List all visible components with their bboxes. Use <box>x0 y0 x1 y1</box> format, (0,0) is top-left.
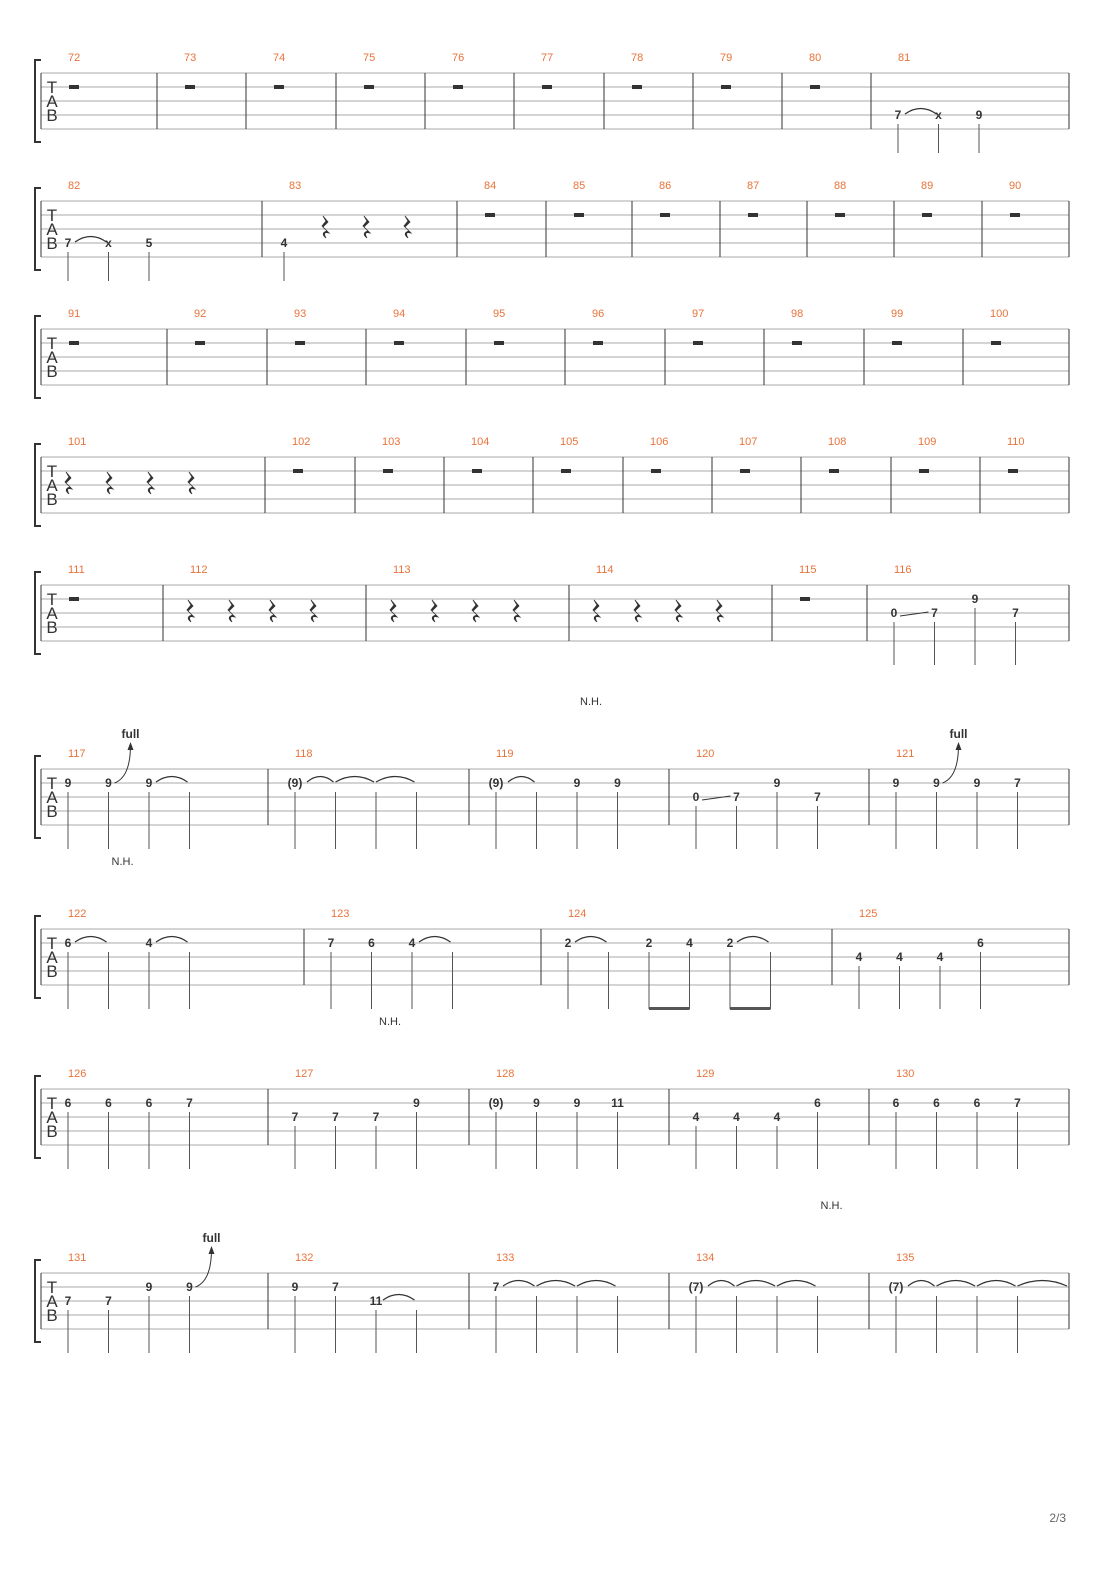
measure-number: 80 <box>809 52 822 64</box>
measure-number: 125 <box>859 908 878 920</box>
fret-number: 7 <box>1014 1096 1021 1110</box>
whole-rest <box>651 469 661 473</box>
measure-number: 126 <box>68 1068 87 1080</box>
whole-rest <box>1010 213 1020 217</box>
quarter-rest <box>513 600 520 622</box>
fret-number: 2 <box>645 936 653 950</box>
whole-rest <box>740 469 750 473</box>
bend-label: full <box>121 727 140 741</box>
bend-arrow <box>196 1249 212 1287</box>
tab-clef-letter: A <box>46 1108 58 1127</box>
fret-number: (9) <box>287 776 303 790</box>
fret-number: x <box>935 108 942 122</box>
tie-arc <box>503 1281 535 1287</box>
fret-number: 9 <box>413 1096 420 1110</box>
bend-arrow <box>943 745 959 783</box>
measure-number: 77 <box>541 52 554 64</box>
tab-clef-letter: T <box>46 774 58 793</box>
measure-number: 117 <box>68 748 86 760</box>
whole-rest <box>394 341 404 345</box>
whole-rest <box>810 85 820 89</box>
whole-rest <box>364 85 374 89</box>
whole-rest <box>561 469 571 473</box>
measure-number: 100 <box>990 308 1009 320</box>
tab-clef-letter: A <box>46 604 58 623</box>
tie-arc <box>419 937 451 943</box>
whole-rest <box>919 469 929 473</box>
measure-number: 113 <box>393 564 411 576</box>
measure-number: 128 <box>496 1068 515 1080</box>
measure-number: 95 <box>493 308 506 320</box>
whole-rest <box>835 213 845 217</box>
fret-number: 9 <box>533 1096 540 1110</box>
fret-number: 9 <box>971 592 979 606</box>
quarter-rest <box>269 600 276 622</box>
measure-number: 133 <box>496 1252 515 1264</box>
system-bracket <box>35 1260 41 1342</box>
tie-arc <box>376 777 415 783</box>
quarter-rest <box>675 600 682 622</box>
natural-harmonic-marker: N.H. <box>379 1016 401 1028</box>
fret-number: 6 <box>892 1096 900 1110</box>
tie-arc <box>977 1281 1016 1287</box>
tie-arc <box>156 937 188 943</box>
whole-rest <box>1008 469 1018 473</box>
tie-arc <box>905 109 937 115</box>
fret-number: 9 <box>105 776 112 790</box>
measure-number: 110 <box>1007 436 1025 448</box>
measure-number: 102 <box>292 436 311 448</box>
tab-clef-letter: B <box>46 1306 58 1325</box>
fret-number: 6 <box>64 936 72 950</box>
fret-number: 4 <box>145 936 153 950</box>
measure-number: 88 <box>834 180 847 192</box>
tab-clef-letter: A <box>46 1292 58 1311</box>
quarter-rest <box>65 472 72 494</box>
fret-number: 4 <box>686 936 693 950</box>
whole-rest <box>748 213 758 217</box>
tie-arc <box>307 777 334 783</box>
measure-number: 112 <box>190 564 208 576</box>
tie-arc <box>75 237 107 243</box>
fret-number: 7 <box>64 236 72 250</box>
whole-rest <box>69 85 79 89</box>
fret-number: 9 <box>614 776 621 790</box>
fret-number: 9 <box>145 776 153 790</box>
fret-number: 4 <box>733 1110 740 1124</box>
tab-clef-letter: B <box>46 962 58 981</box>
quarter-rest <box>187 600 194 622</box>
fret-number: 9 <box>186 1280 193 1294</box>
fret-number: 2 <box>564 936 572 950</box>
fret-number: 7 <box>64 1294 72 1308</box>
fret-number: 4 <box>692 1110 700 1124</box>
quarter-rest <box>106 472 113 494</box>
measure-number: 120 <box>696 748 715 760</box>
tab-clef-letter: A <box>46 476 58 495</box>
measure-number: 73 <box>184 52 197 64</box>
fret-number: (7) <box>888 1280 904 1294</box>
tab-clef-letter: B <box>46 1122 58 1141</box>
measure-number: 105 <box>560 436 579 448</box>
tab-clef-letter: A <box>46 92 58 111</box>
fret-number: 4 <box>936 950 944 964</box>
measure-number: 90 <box>1009 180 1022 192</box>
tab-clef-letter: T <box>46 462 58 481</box>
measure-number: 107 <box>739 436 758 448</box>
fret-number: 6 <box>933 1096 940 1110</box>
measure-number: 83 <box>289 180 302 192</box>
fret-number: 4 <box>896 950 903 964</box>
quarter-rest <box>593 600 600 622</box>
tie-arc <box>737 937 769 943</box>
bend-label: full <box>949 727 968 741</box>
tie-arc <box>336 777 375 783</box>
measure-number: 135 <box>896 1252 915 1264</box>
quarter-rest <box>363 216 370 238</box>
fret-number: 7 <box>492 1280 500 1294</box>
tab-clef-letter: T <box>46 78 58 97</box>
measure-number: 127 <box>295 1068 314 1080</box>
tie-arc <box>383 1295 415 1301</box>
tie-arc <box>156 777 188 783</box>
quarter-rest <box>228 600 235 622</box>
whole-rest <box>800 597 810 601</box>
measure-number: 115 <box>799 564 817 576</box>
quarter-rest <box>431 600 438 622</box>
whole-rest <box>792 341 802 345</box>
measure-number: 84 <box>484 180 497 192</box>
tab-clef-letter: T <box>46 590 58 609</box>
tab-clef-letter: A <box>46 948 58 967</box>
whole-rest <box>494 341 504 345</box>
whole-rest <box>69 597 79 601</box>
tie-arc <box>575 937 607 943</box>
tab-clef-letter: B <box>46 490 58 509</box>
quarter-rest <box>188 472 195 494</box>
fret-number: 7 <box>894 108 902 122</box>
tie-arc <box>777 1281 816 1287</box>
tie-arc <box>537 1281 576 1287</box>
measure-number: 93 <box>294 308 307 320</box>
whole-rest <box>185 85 195 89</box>
fret-number: 7 <box>1014 776 1021 790</box>
fret-number: 6 <box>368 936 375 950</box>
bend-arrow <box>115 745 131 783</box>
whole-rest <box>991 341 1001 345</box>
measure-number: 134 <box>696 1252 715 1264</box>
fret-number: 11 <box>611 1096 624 1110</box>
measure-number: 104 <box>471 436 490 448</box>
measure-number: 87 <box>747 180 760 192</box>
fret-number: (9) <box>488 1096 504 1110</box>
whole-rest <box>721 85 731 89</box>
whole-rest <box>295 341 305 345</box>
tab-clef-letter: T <box>46 1094 58 1113</box>
system-bracket <box>35 916 41 998</box>
fret-number: 9 <box>64 776 72 790</box>
tie-arc <box>937 1281 976 1287</box>
fret-number: 7 <box>291 1110 299 1124</box>
tab-clef-letter: T <box>46 334 58 353</box>
fret-number: 9 <box>573 776 581 790</box>
fret-number: 2 <box>726 936 734 950</box>
tie-arc <box>75 937 107 943</box>
measure-number: 76 <box>452 52 465 64</box>
bend-label: full <box>202 1231 221 1245</box>
whole-rest <box>69 341 79 345</box>
whole-rest <box>574 213 584 217</box>
tab-clef-letter: B <box>46 362 58 381</box>
whole-rest <box>693 341 703 345</box>
measure-number: 82 <box>68 180 81 192</box>
measure-number: 132 <box>295 1252 314 1264</box>
fret-number: 7 <box>186 1096 193 1110</box>
fret-number: 9 <box>773 776 781 790</box>
measure-number: 108 <box>828 436 847 448</box>
measure-number: 116 <box>894 564 912 576</box>
measure-number: 94 <box>393 308 406 320</box>
system-bracket <box>35 756 41 838</box>
fret-number: 9 <box>973 776 981 790</box>
tie-arc <box>1018 1281 1068 1287</box>
tie-arc <box>737 1281 776 1287</box>
tab-clef-letter: B <box>46 802 58 821</box>
tab-clef-letter: B <box>46 234 58 253</box>
fret-number: 9 <box>291 1280 299 1294</box>
fret-number: 7 <box>332 1280 339 1294</box>
measure-number: 79 <box>720 52 733 64</box>
tab-clef-letter: B <box>46 618 58 637</box>
fret-number: 7 <box>332 1110 339 1124</box>
fret-number: 6 <box>814 1096 821 1110</box>
fret-number: 4 <box>855 950 863 964</box>
tab-clef-letter: T <box>46 206 58 225</box>
whole-rest <box>892 341 902 345</box>
measure-number: 86 <box>659 180 672 192</box>
fret-number: (7) <box>688 1280 704 1294</box>
whole-rest <box>632 85 642 89</box>
measure-number: 85 <box>573 180 586 192</box>
beam <box>730 1007 771 1010</box>
measure-number: 121 <box>896 748 915 760</box>
whole-rest <box>195 341 205 345</box>
fret-number: 9 <box>145 1280 153 1294</box>
tie-arc <box>577 1281 616 1287</box>
fret-number: 4 <box>280 236 288 250</box>
fret-number: 9 <box>933 776 940 790</box>
tab-clef-letter: A <box>46 220 58 239</box>
quarter-rest <box>404 216 411 238</box>
tie-arc <box>708 1281 735 1287</box>
fret-number: 7 <box>105 1294 112 1308</box>
tab-clef-letter: A <box>46 348 58 367</box>
measure-number: 81 <box>898 52 911 64</box>
whole-rest <box>593 341 603 345</box>
measure-number: 72 <box>68 52 81 64</box>
system-bracket <box>35 572 41 654</box>
quarter-rest <box>634 600 641 622</box>
measure-number: 109 <box>918 436 937 448</box>
quarter-rest <box>322 216 329 238</box>
whole-rest <box>453 85 463 89</box>
system-bracket <box>35 444 41 526</box>
fret-number: (9) <box>488 776 504 790</box>
measure-number: 97 <box>692 308 705 320</box>
fret-number: 7 <box>814 790 821 804</box>
fret-number: 9 <box>892 776 900 790</box>
fret-number: 9 <box>975 108 983 122</box>
system-bracket <box>35 188 41 270</box>
measure-number: 75 <box>363 52 376 64</box>
measure-number: 131 <box>68 1252 87 1264</box>
whole-rest <box>829 469 839 473</box>
fret-number: 6 <box>977 936 984 950</box>
measure-number: 74 <box>273 52 286 64</box>
quarter-rest <box>472 600 479 622</box>
whole-rest <box>383 469 393 473</box>
whole-rest <box>472 469 482 473</box>
fret-number: 7 <box>327 936 335 950</box>
fret-number: 6 <box>973 1096 981 1110</box>
fret-number: 7 <box>931 606 938 620</box>
fret-number: 7 <box>372 1110 380 1124</box>
bend-arrowhead <box>956 742 962 750</box>
fret-number: 7 <box>1012 606 1019 620</box>
system-bracket <box>35 1076 41 1158</box>
quarter-rest <box>310 600 317 622</box>
measure-number: 101 <box>68 436 87 448</box>
tab-clef-letter: T <box>46 1278 58 1297</box>
measure-number: 96 <box>592 308 605 320</box>
fret-number: 6 <box>105 1096 112 1110</box>
measure-number: 98 <box>791 308 804 320</box>
natural-harmonic-marker: N.H. <box>580 696 602 708</box>
measure-number: 89 <box>921 180 934 192</box>
measure-number: 122 <box>68 908 87 920</box>
natural-harmonic-marker: N.H. <box>820 1200 843 1212</box>
measure-number: 106 <box>650 436 669 448</box>
system-bracket <box>35 60 41 142</box>
fret-number: 11 <box>369 1294 383 1308</box>
bend-arrowhead <box>128 742 134 750</box>
measure-number: 103 <box>382 436 401 448</box>
measure-number: 129 <box>696 1068 715 1080</box>
whole-rest <box>542 85 552 89</box>
bend-arrowhead <box>209 1246 215 1254</box>
page-number: 2/3 <box>1049 1511 1066 1525</box>
fret-number: 4 <box>773 1110 781 1124</box>
measure-number: 91 <box>68 308 81 320</box>
measure-number: 124 <box>568 908 587 920</box>
measure-number: 92 <box>194 308 207 320</box>
whole-rest <box>660 213 670 217</box>
fret-number: 6 <box>145 1096 153 1110</box>
measure-number: 111 <box>68 564 85 576</box>
quarter-rest <box>716 600 723 622</box>
quarter-rest <box>390 600 397 622</box>
system-bracket <box>35 316 41 398</box>
quarter-rest <box>147 472 154 494</box>
measure-number: 123 <box>331 908 350 920</box>
whole-rest <box>922 213 932 217</box>
natural-harmonic-marker: N.H. <box>111 856 134 868</box>
tab-clef-letter: B <box>46 106 58 125</box>
whole-rest <box>293 469 303 473</box>
tab-clef-letter: A <box>46 788 58 807</box>
measure-number: 114 <box>596 564 614 576</box>
whole-rest <box>274 85 284 89</box>
measure-number: 130 <box>896 1068 915 1080</box>
tie-arc <box>908 1281 935 1287</box>
fret-number: 0 <box>890 606 898 620</box>
fret-number: 0 <box>692 790 700 804</box>
fret-number: 9 <box>573 1096 581 1110</box>
fret-number: x <box>105 236 112 250</box>
measure-number: 99 <box>891 308 904 320</box>
beam <box>649 1007 690 1010</box>
tie-arc <box>508 777 535 783</box>
fret-number: 4 <box>408 936 416 950</box>
measure-number: 118 <box>295 748 313 760</box>
tab-clef-letter: T <box>46 934 58 953</box>
fret-number: 6 <box>64 1096 72 1110</box>
fret-number: 5 <box>145 236 153 250</box>
whole-rest <box>485 213 495 217</box>
measure-number: 78 <box>631 52 644 64</box>
fret-number: 7 <box>733 790 740 804</box>
measure-number: 119 <box>496 748 514 760</box>
